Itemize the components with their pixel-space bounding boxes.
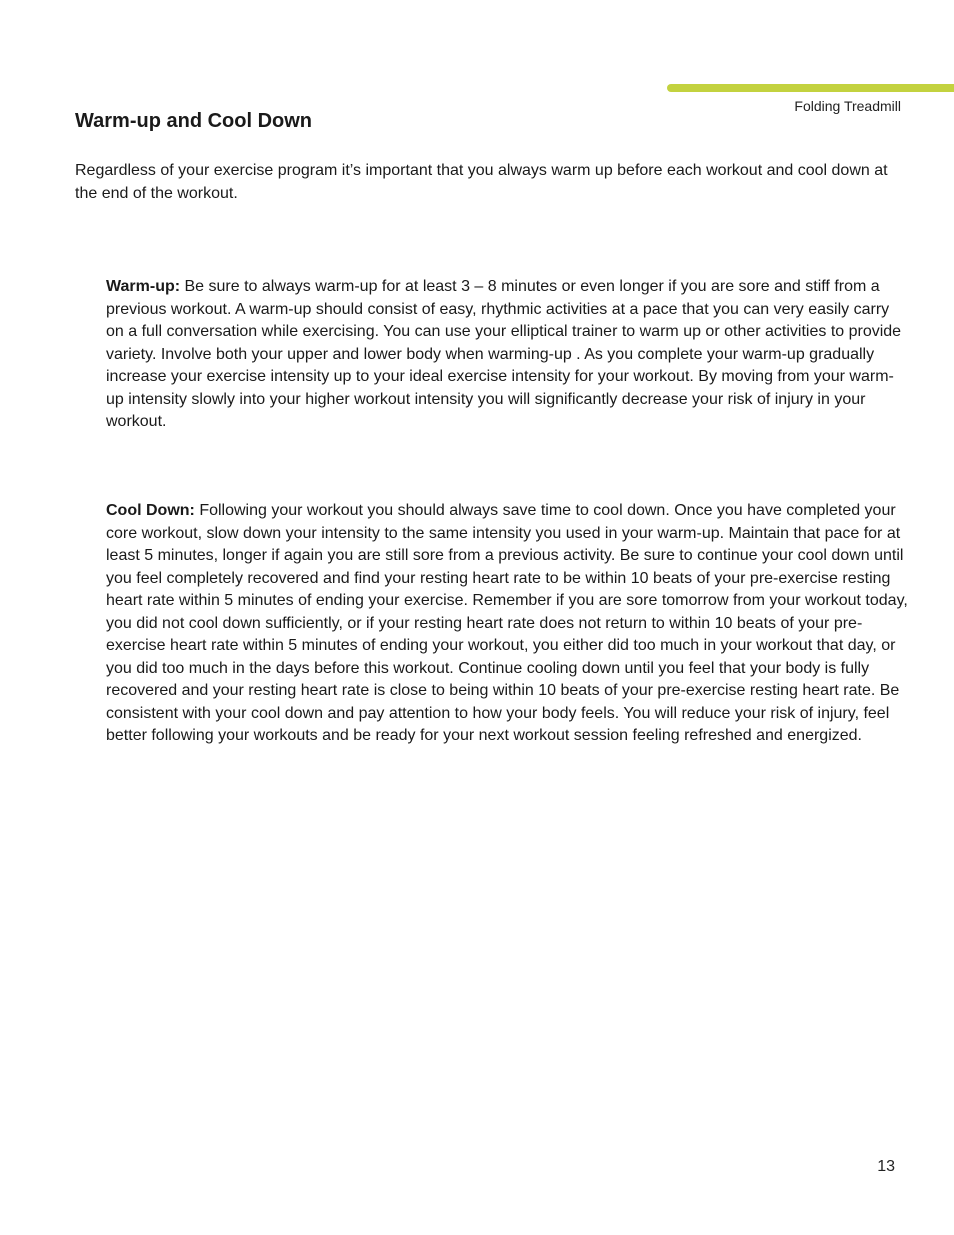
intro-paragraph: Regardless of your exercise program it’s important that you always warm up before each workout and cool down at the end of the workout. (75, 162, 888, 202)
running-header: Folding Treadmill (794, 98, 901, 114)
cooldown-section (106, 500, 911, 748)
page-number: 13 (877, 1158, 895, 1175)
warmup-section (106, 276, 911, 434)
warmup-text: Be sure to always warm-up for at least 3 – 8 minutes or even longer if you are sore and stiff from a previous workout. A warm-up should consist of easy, rhythmic activities at a pace that you can very easily carry on a full conversation while exercising. You can use your elliptical trainer to warm up or other activities to provide variety. Involve both your upper and lower body when warming-up . As you complete your warm-up gradually increase your exercise intensity up to your ideal exercise intensity for your workout. By moving from your warm-up intensity slowly into your higher workout intensity you will significantly decrease your risk of injury in your workout. (106, 278, 902, 430)
warmup-term: Warm-up: (106, 278, 181, 295)
header-accent-bar (667, 84, 954, 92)
cooldown-text: Following your workout you should always save time to cool down. Once you have completed your core workout, slow down your intensity to the same intensity you used in your warm-up. Maintain that pace for at least 5 minutes, longer if again you are still sore from a previous activity. Be sure to continue your cool down until you feel completely recovered and find your resting heart rate to be within 10 beats of your pre-exercise resting heart rate within 5 minutes of ending your exercise. Remember if you are sore tomorrow from your workout today, you did not cool down sufficiently, or if your resting heart rate does not return to within 10 beats of your pre-exercise heart rate within 5 minutes of ending your workout, you either did too much in your workout that day, or you did too much in the days before this workout. Continue cooling down until you feel that your body is fully recovered and your resting heart rate is close to being within 10 beats of your pre-exercise resting heart rate. Be consistent with your cool down and pay attention to how your body feels. You will reduce your risk of injury, feel better following your workouts and be ready for your next workout session feeling refreshed and energized. (106, 502, 908, 744)
page-title: Warm-up and Cool Down (75, 110, 313, 132)
cooldown-term: Cool Down: (106, 502, 195, 519)
